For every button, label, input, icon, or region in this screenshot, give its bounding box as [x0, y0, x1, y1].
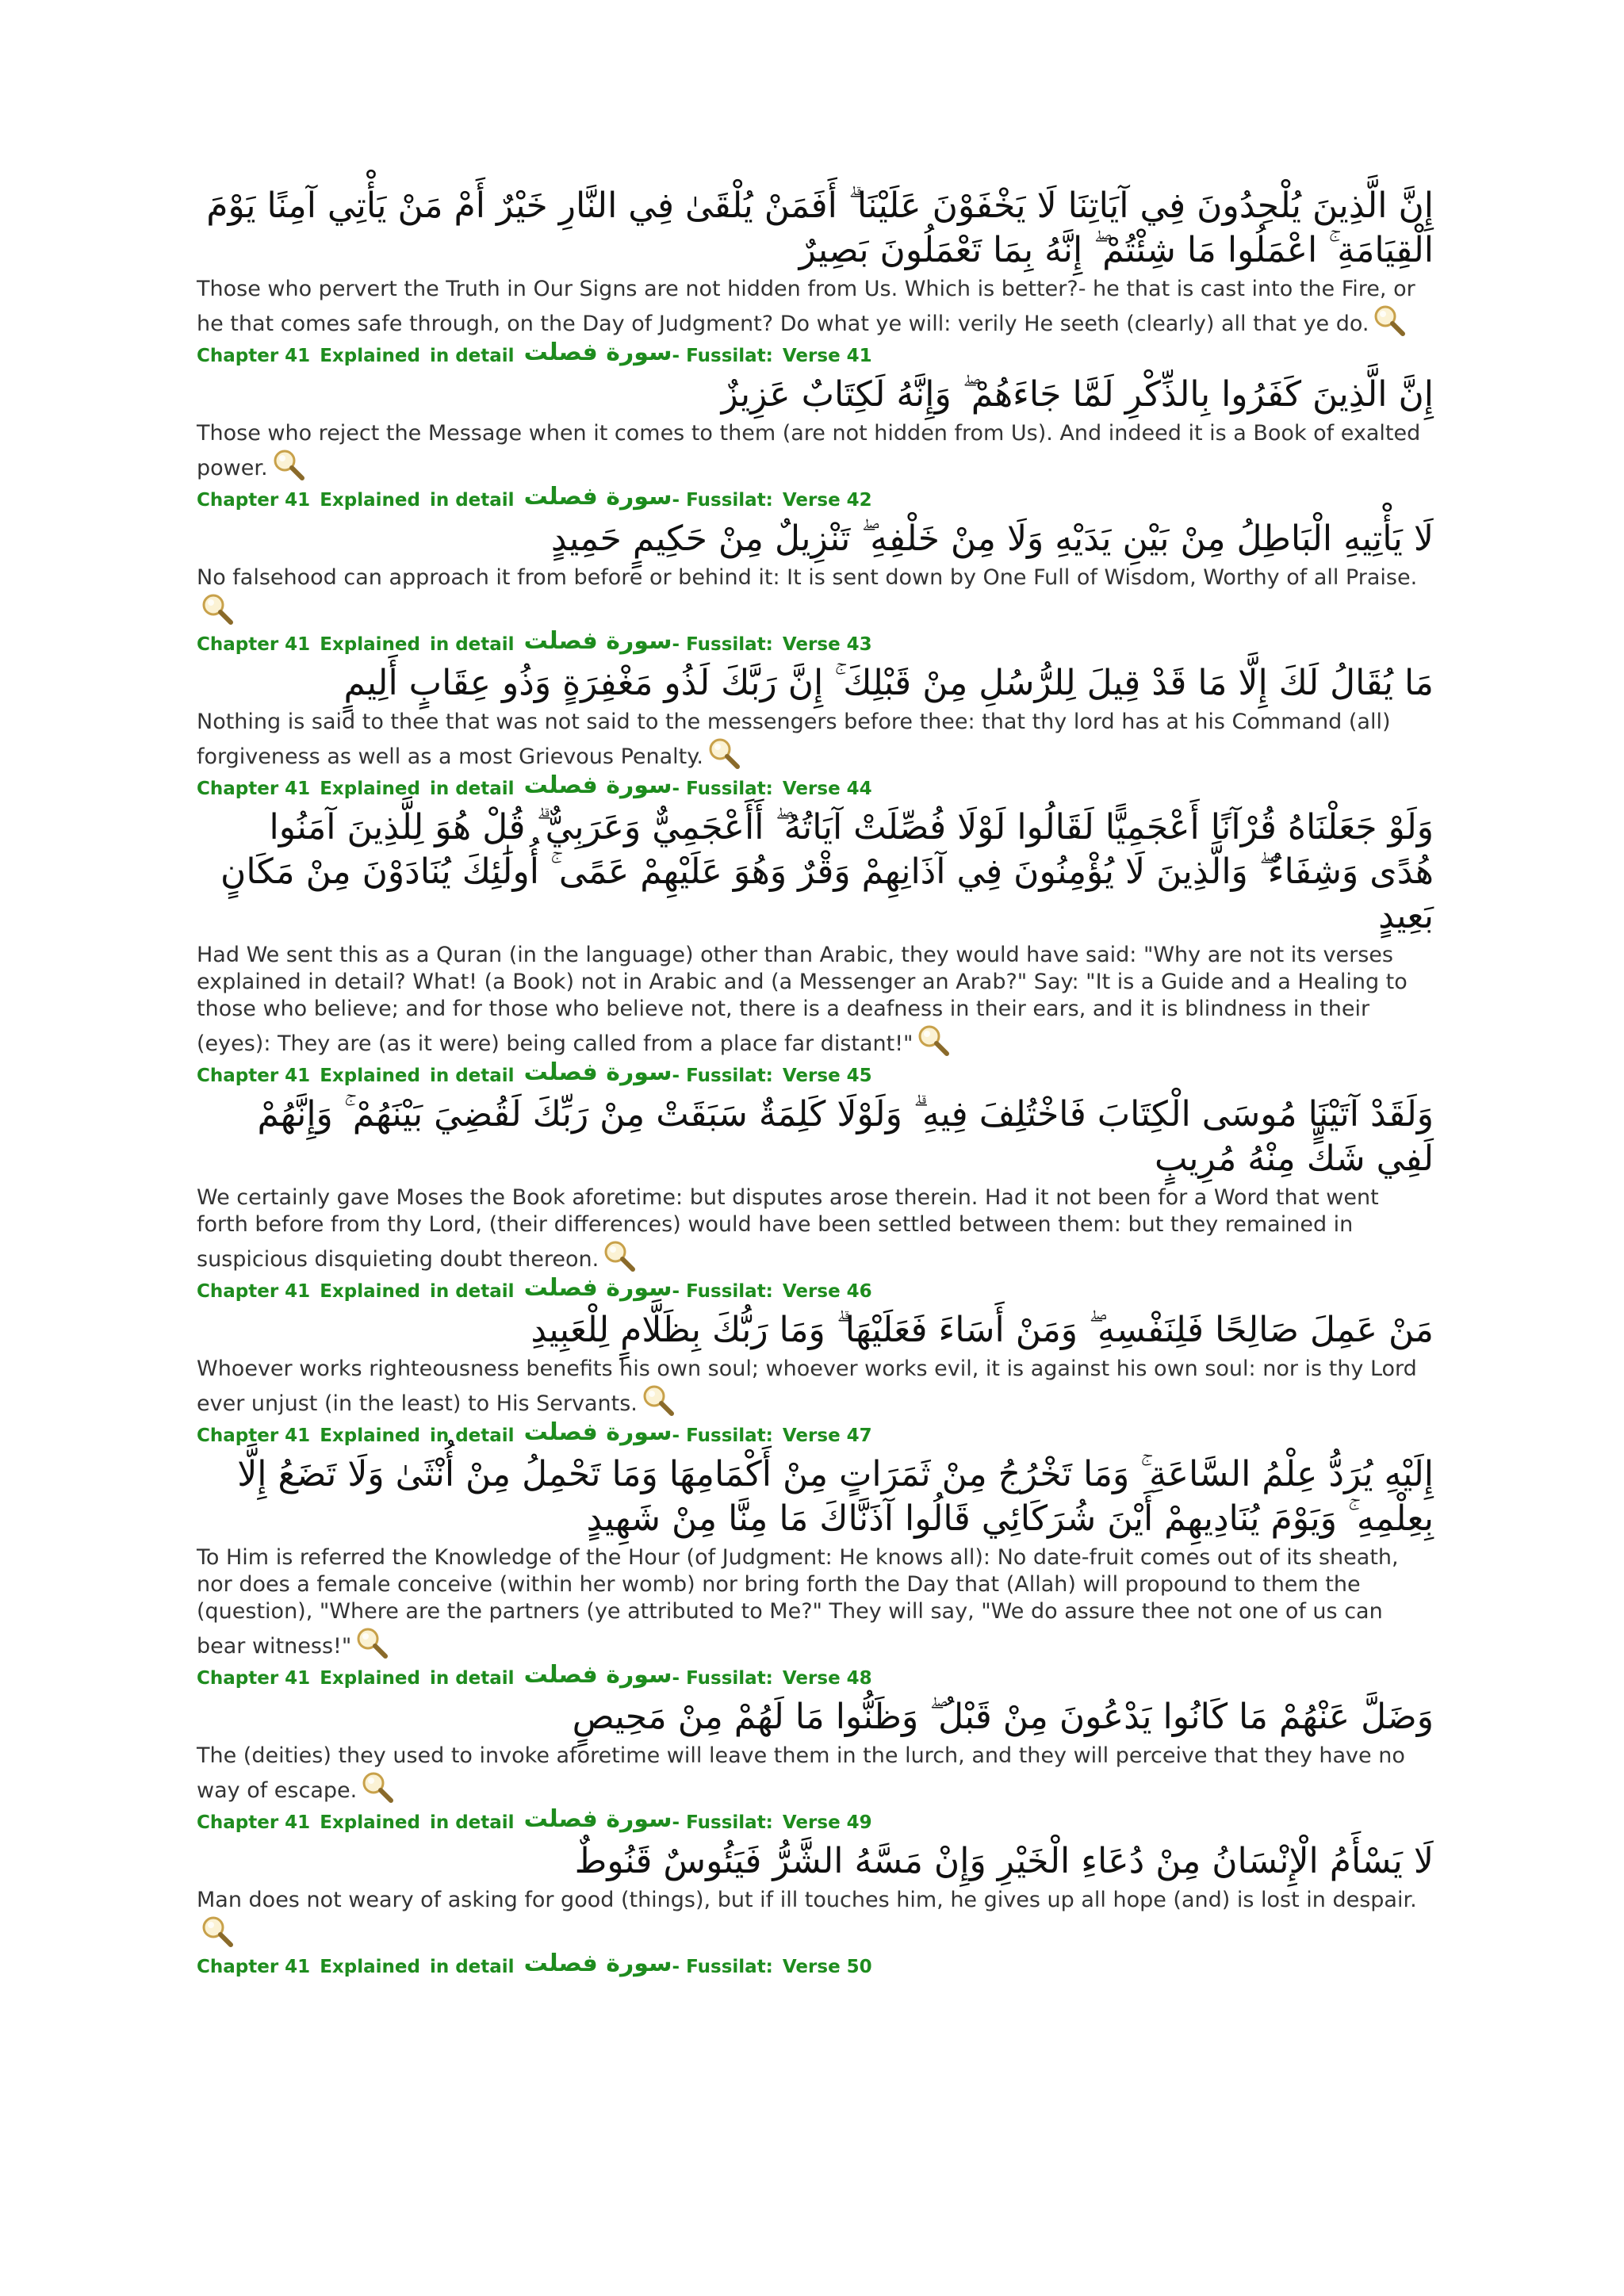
verse-block — [197, 184, 1434, 368]
english-translation — [197, 1356, 1434, 1418]
verse-block — [197, 1452, 1434, 1690]
in-detail-label: in detail — [429, 1668, 515, 1689]
chapter-link-line[interactable] — [197, 341, 1434, 368]
verse-number: Verse 43 — [782, 634, 872, 655]
chapter-link-line[interactable] — [197, 1663, 1434, 1690]
chapter-link-line[interactable] — [197, 629, 1434, 656]
magnifier-icon[interactable] — [360, 1770, 395, 1804]
sura-name: - Fussilat: — [672, 779, 773, 799]
chapter-label: Chapter 41 — [197, 779, 311, 799]
sura-name: - Fussilat: — [672, 490, 773, 511]
translation-text: Those who pervert the Truth in Our Signs are not hidden from Us. Which is better?- he that is cast into the Fire, or he that comes safe through, on the Day of Judgment? Do what ye will: verily He seeth (clearly) all that ye do. — [197, 277, 1415, 336]
chapter-link-line[interactable] — [197, 771, 1434, 801]
chapter-label: Chapter 41 — [197, 1066, 311, 1086]
explained-label: Explained — [320, 1812, 420, 1833]
in-detail-label: in detail — [429, 346, 515, 366]
verse-block — [197, 373, 1434, 512]
chapter-label: Chapter 41 — [197, 1668, 311, 1689]
arabic-verse-text: لَا يَسْأَمُ الْإِنْسَانُ مِنْ دُعَاءِ الْخَيْرِ وَإِنْ مَسَّهُ الشَّرُّ فَيَئُوسٌ قَنُوطٌ — [574, 1841, 1434, 1881]
explained-label: Explained — [320, 1668, 420, 1689]
verse-number: Verse 45 — [782, 1066, 872, 1086]
verse-block — [197, 517, 1434, 656]
in-detail-label: in detail — [429, 779, 515, 799]
arabic-verse-text: مَا يُقَالُ لَكَ إِلَّا مَا قَدْ قِيلَ لِلرُّسُلِ مِنْ قَبْلِكَ ۚ إِنَّ رَبَّكَ لَذُو مَغْفِرَةٍ وَذُو عِقَابٍ أَلِيمٍ — [343, 663, 1434, 703]
english-translation — [197, 1887, 1434, 1949]
arabic-verse-text: مَنْ عَمِلَ صَالِحًا فَلِنَفْسِهِ ۖ وَمَنْ أَسَاءَ فَعَلَيْهَا ۗ وَمَا رَبُّكَ بِظَلَّامٍ لِلْعَبِيدِ — [530, 1310, 1434, 1350]
in-detail-label: in detail — [429, 1812, 515, 1833]
english-translation — [197, 564, 1434, 626]
verse-number: Verse 46 — [782, 1281, 872, 1302]
magnifier-icon[interactable] — [271, 447, 306, 482]
chapter-label: Chapter 41 — [197, 1425, 311, 1446]
verse-block — [197, 1308, 1434, 1448]
magnifier-icon[interactable] — [354, 1625, 389, 1660]
explained-label: Explained — [320, 779, 420, 799]
translation-text: Nothing is said to thee that was not said to the messengers before thee: that thy lord has at his Command (all) forgiveness as well as a most Grievous Penalty. — [197, 710, 1391, 769]
chapter-label: Chapter 41 — [197, 634, 311, 655]
translation-text: No falsehood can approach it from before or behind it: It is sent down by One Full of Wisdom, Worthy of all Praise. — [197, 565, 1418, 590]
english-translation — [197, 1743, 1434, 1804]
sura-name: - Fussilat: — [672, 1812, 773, 1833]
chapter-link-line[interactable] — [197, 1805, 1434, 1835]
sura-name: - Fussilat: — [672, 1281, 773, 1302]
chapter-link-line[interactable] — [197, 1418, 1434, 1448]
magnifier-icon[interactable] — [1372, 303, 1407, 338]
sura-name: - Fussilat: — [672, 346, 773, 366]
arabic-verse-text: وَلَوْ جَعَلْنَاهُ قُرْآنًا أَعْجَمِيًّا لَقَالُوا لَوْلَا فُصِّلَتْ آيَاتُهُ ۖ أَأَعْجَمِيٌّ وَعَرَبِيٌّ ۗ قُلْ هُوَ لِلَّذِينَ آمَنُوا هُدًى وَشِفَاءٌ ۖ وَالَّذِينَ لَا يُؤْمِنُونَ فِي آذَانِهِمْ وَقْرٌ وَهُوَ عَلَيْهِمْ عَمًى ۚ أُولَٰئِكَ يُنَادَوْنَ مِنْ مَكَانٍ بَعِيدٍ — [220, 807, 1434, 936]
translation-text: The (deities) they used to invoke aforetime will leave them in the lurch, and they will perceive that they have no way of escape. — [197, 1743, 1405, 1803]
chapter-link-line[interactable] — [197, 1276, 1434, 1303]
verse-number: Verse 44 — [782, 779, 872, 799]
magnifier-icon[interactable] — [707, 736, 741, 771]
translation-text: Had We sent this as a Quran (in the language) other than Arabic, they would have said: "Why are not its verses explained in detail? What! (a Book) not in Arabic and (a Messenger an Arab?" Say: "It is a Guide and a Healing to those who believe; and for those who believe not, there is a deafness in their ears, and it is blindness in their (eyes): They are (as it were) being called from a place far distant!" — [197, 943, 1408, 1056]
sura-arabic-name: سورة فصلت — [523, 1661, 672, 1689]
arabic-verse-text: وَضَلَّ عَنْهُمْ مَا كَانُوا يَدْعُونَ مِنْ قَبْلُ ۖ وَظَنُّوا مَا لَهُمْ مِنْ مَحِيصٍ — [572, 1697, 1434, 1737]
english-translation — [197, 420, 1434, 482]
verse-number: Verse 50 — [782, 1957, 872, 1977]
explained-label: Explained — [320, 634, 420, 655]
translation-text: Those who reject the Message when it comes to them (are not hidden from Us). And indeed it is a Book of exalted power. — [197, 421, 1421, 480]
magnifier-icon[interactable] — [200, 1914, 235, 1949]
verse-number: Verse 48 — [782, 1668, 872, 1689]
chapter-link-line[interactable] — [197, 1058, 1434, 1088]
translation-text: We certainly gave Moses the Book aforetime: but disputes arose therein. Had it not been for a Word that went forth before from thy Lord, (their differences) would have been settled between them: but they remained in suspicious disquieting doubt thereon. — [197, 1185, 1379, 1272]
arabic-verse-text: إِلَيْهِ يُرَدُّ عِلْمُ السَّاعَةِ ۚ وَمَا تَخْرُجُ مِنْ ثَمَرَاتٍ مِنْ أَكْمَامِهَا وَمَا تَحْمِلُ مِنْ أُنْثَىٰ وَلَا تَضَعُ إِلَّا بِعِلْمِهِ ۚ وَيَوْمَ يُنَادِيهِمْ أَيْنَ شُرَكَائِي قَالُوا آذَنَّاكَ مَا مِنَّا مِنْ شَهِيدٍ — [237, 1454, 1434, 1539]
in-detail-label: in detail — [429, 634, 515, 655]
explained-label: Explained — [320, 1957, 420, 1977]
sura-arabic-name: سورة فصلت — [523, 1805, 672, 1833]
english-translation — [197, 276, 1434, 338]
verse-number: Verse 49 — [782, 1812, 872, 1833]
translation-text: Man does not weary of asking for good (things), but if ill touches him, he gives up all hope (and) is lost in despair. — [197, 1888, 1417, 1912]
explained-label: Explained — [320, 1425, 420, 1446]
verse-block — [197, 1695, 1434, 1835]
in-detail-label: in detail — [429, 490, 515, 511]
in-detail-label: in detail — [429, 1425, 515, 1446]
arabic-verse-text: إِنَّ الَّذِينَ كَفَرُوا بِالذِّكْرِ لَمَّا جَاءَهُمْ ۖ وَإِنَّهُ لَكِتَابٌ عَزِيزٌ — [721, 374, 1434, 415]
verse-block — [197, 661, 1434, 801]
explained-label: Explained — [320, 490, 420, 511]
english-translation — [197, 1184, 1434, 1273]
explained-label: Explained — [320, 1066, 420, 1086]
sura-name: - Fussilat: — [672, 1066, 773, 1086]
sura-arabic-name: سورة فصلت — [523, 1058, 672, 1086]
verse-block — [197, 1839, 1434, 1979]
english-translation — [197, 942, 1434, 1058]
verse-block — [197, 806, 1434, 1088]
arabic-verse-text: إِنَّ الَّذِينَ يُلْحِدُونَ فِي آيَاتِنَا لَا يَخْفَوْنَ عَلَيْنَا ۗ أَفَمَنْ يُلْقَىٰ فِي النَّارِ خَيْرٌ أَمْ مَنْ يَأْتِي آمِنًا يَوْمَ الْقِيَامَةِ ۚ اعْمَلُوا مَا شِئْتُمْ ۖ إِنَّهُ بِمَا تَعْمَلُونَ بَصِيرٌ — [206, 186, 1434, 270]
arabic-verse-text: لَا يَأْتِيهِ الْبَاطِلُ مِنْ بَيْنِ يَدَيْهِ وَلَا مِنْ خَلْفِهِ ۖ تَنْزِيلٌ مِنْ حَكِيمٍ حَمِيدٍ — [550, 519, 1434, 559]
explained-label: Explained — [320, 1281, 420, 1302]
translation-text: Whoever works righteousness benefits his own soul; whoever works evil, it is against his own soul: nor is thy Lord ever unjust (in the least) to His Servants. — [197, 1357, 1417, 1416]
sura-name: - Fussilat: — [672, 1425, 773, 1446]
arabic-verse-text: وَلَقَدْ آتَيْنَا مُوسَى الْكِتَابَ فَاخْتُلِفَ فِيهِ ۗ وَلَوْلَا كَلِمَةٌ سَبَقَتْ مِنْ رَبِّكَ لَقُضِيَ بَيْنَهُمْ ۚ وَإِنَّهُمْ لَفِي شَكٍّ مِنْهُ مُرِيبٍ — [257, 1094, 1434, 1179]
sura-name: - Fussilat: — [672, 1957, 773, 1977]
magnifier-icon[interactable] — [641, 1383, 676, 1418]
sura-arabic-name: سورة فصلت — [523, 339, 672, 366]
verse-block — [197, 1093, 1434, 1303]
verse-number: Verse 42 — [782, 490, 872, 511]
sura-arabic-name: سورة فصلت — [523, 627, 672, 655]
chapter-label: Chapter 41 — [197, 1812, 311, 1833]
sura-arabic-name: سورة فصلت — [523, 771, 672, 799]
chapter-label: Chapter 41 — [197, 1281, 311, 1302]
sura-name: - Fussilat: — [672, 1668, 773, 1689]
sura-name: - Fussilat: — [672, 634, 773, 655]
sura-arabic-name: سورة فصلت — [523, 1950, 672, 1977]
magnifier-icon[interactable] — [200, 591, 235, 626]
chapter-label: Chapter 41 — [197, 346, 311, 366]
verse-number: Verse 47 — [782, 1425, 872, 1446]
sura-arabic-name: سورة فصلت — [523, 1418, 672, 1446]
verse-number: Verse 41 — [782, 346, 872, 366]
explained-label: Explained — [320, 346, 420, 366]
chapter-label: Chapter 41 — [197, 490, 311, 511]
magnifier-icon[interactable] — [916, 1023, 951, 1058]
chapter-link-line[interactable] — [197, 1952, 1434, 1979]
chapter-link-line[interactable] — [197, 485, 1434, 512]
in-detail-label: in detail — [429, 1957, 515, 1977]
translation-text: To Him is referred the Knowledge of the Hour (of Judgment: He knows all): No date-fruit comes out of its sheath, nor does a female conceive (within her womb) nor bring forth the Day that (Allah) will propound to them the (question), "Where are the partners (ye attributed to Me?" They will say, "We do assure thee not one of us can bear witness!" — [197, 1545, 1399, 1659]
in-detail-label: in detail — [429, 1281, 515, 1302]
english-translation — [197, 709, 1434, 771]
sura-arabic-name: سورة فصلت — [523, 483, 672, 511]
sura-arabic-name: سورة فصلت — [523, 1274, 672, 1302]
magnifier-icon[interactable] — [602, 1238, 637, 1273]
in-detail-label: in detail — [429, 1066, 515, 1086]
english-translation — [197, 1544, 1434, 1660]
chapter-label: Chapter 41 — [197, 1957, 311, 1977]
